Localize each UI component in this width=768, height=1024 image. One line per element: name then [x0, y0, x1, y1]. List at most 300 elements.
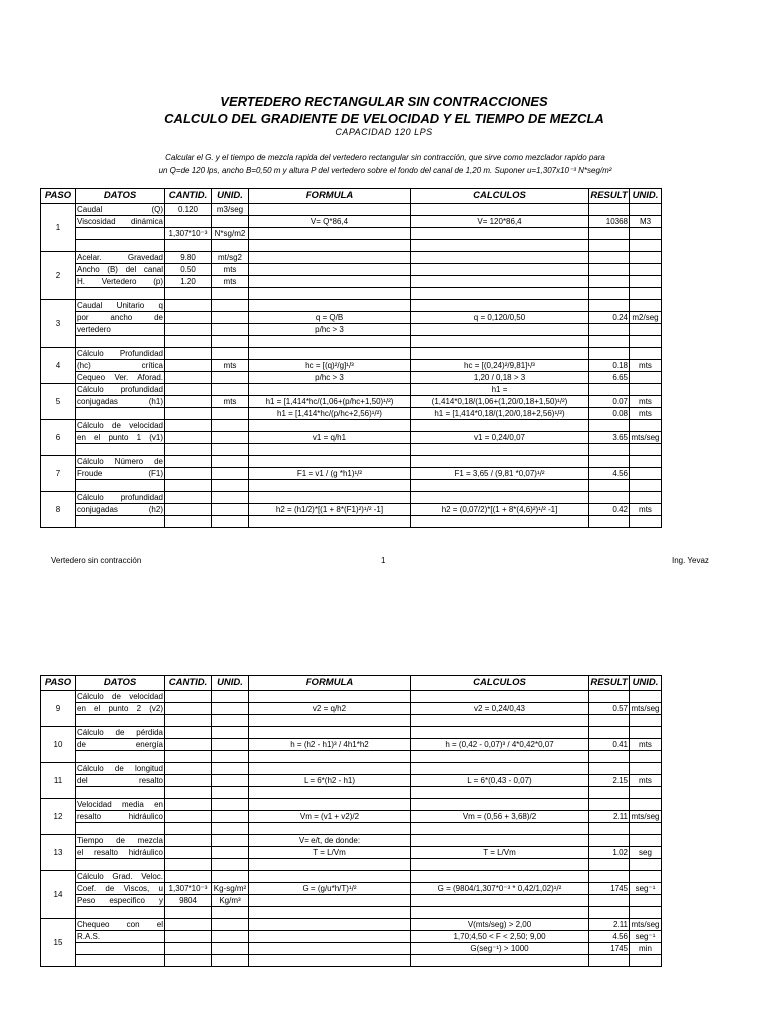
column-header: CALCULOS: [411, 189, 589, 204]
column-header: DATOS: [76, 189, 165, 204]
table-cell: del resalto: [77, 776, 163, 785]
table-cell: [165, 456, 212, 468]
table-cell: [212, 763, 249, 775]
table-cell: [630, 240, 662, 252]
step-number: 5: [41, 384, 76, 420]
table-cell: [165, 931, 212, 943]
table-cell: en el punto 2 (v2): [77, 704, 163, 713]
table-cell: [165, 468, 212, 480]
table-cell: [76, 955, 165, 967]
table-cell: 0.120: [165, 204, 212, 216]
table-row: [41, 444, 662, 456]
table-cell: mts: [630, 504, 662, 516]
table-cell: [165, 703, 212, 715]
table-cell: el resalto hidráulico: [77, 848, 163, 857]
table-cell: 0.50: [165, 264, 212, 276]
table-cell: [411, 420, 589, 432]
table-cell: [212, 408, 249, 420]
table-row: [41, 763, 662, 775]
table-row: [41, 907, 662, 919]
step-number: 11: [41, 763, 76, 799]
table-cell: [411, 715, 589, 727]
table-cell: [212, 691, 249, 703]
table-row: [41, 384, 662, 396]
table-row: [41, 516, 662, 528]
table-cell: [76, 823, 165, 835]
column-header: UNID.: [630, 189, 662, 204]
table-cell: [589, 384, 630, 396]
table-cell: [589, 492, 630, 504]
table-cell: seg⁻¹: [630, 883, 662, 895]
table-row: [41, 835, 662, 847]
step-number: 10: [41, 727, 76, 763]
table-cell: h2 = (0,07/2)*[(1 + 8*(4,6)²)¹/² -1]: [411, 504, 589, 516]
table-cell: mts: [212, 360, 249, 372]
table-cell: [630, 324, 662, 336]
table-row: [41, 228, 662, 240]
table-cell: [212, 931, 249, 943]
table-cell: [630, 300, 662, 312]
table-cell: [212, 703, 249, 715]
table-cell: p/hc > 3: [249, 372, 411, 384]
table-cell: Vm = (v1 + v2)/2: [249, 811, 411, 823]
table-row: [41, 799, 662, 811]
table-cell: [165, 432, 212, 444]
table-cell: [589, 456, 630, 468]
table-cell: [165, 763, 212, 775]
table-cell: [589, 516, 630, 528]
table-cell: 1745: [589, 943, 630, 955]
table-cell: V= e/t, de donde:: [249, 835, 411, 847]
table-cell: [249, 751, 411, 763]
table-cell: [630, 336, 662, 348]
table-cell: 1,307*10⁻³: [165, 228, 212, 240]
table-cell: [411, 228, 589, 240]
table-cell: v1 = 0,24/0,07: [411, 432, 589, 444]
table-row: [41, 847, 662, 859]
table-cell: [411, 456, 589, 468]
table-cell: N*sg/m2: [212, 228, 249, 240]
table-cell: Caudal Unitario q: [77, 301, 163, 310]
table-cell: h1 = [1,414*0,18/(1,20/0,18+2,56)¹/²): [411, 408, 589, 420]
table-cell: [212, 787, 249, 799]
table-cell: [76, 943, 165, 955]
table-cell: [411, 336, 589, 348]
table-cell: (hc) crítica: [77, 361, 163, 370]
column-header: UNID.: [212, 189, 249, 204]
table-cell: 9.80: [165, 252, 212, 264]
table-cell: mts: [212, 396, 249, 408]
table-cell: mts: [212, 264, 249, 276]
table-cell: Cálculo de velocidad: [77, 692, 163, 701]
table-cell: [249, 444, 411, 456]
table-row: [41, 739, 662, 751]
table-cell: 2.11: [589, 811, 630, 823]
column-header: PASO: [41, 676, 76, 691]
table-cell: por ancho de: [77, 313, 163, 322]
column-header: PASO: [41, 189, 76, 204]
table-cell: [630, 516, 662, 528]
table-cell: v2 = 0,24/0,43: [411, 703, 589, 715]
table-cell: 10368: [589, 216, 630, 228]
table-cell: [249, 943, 411, 955]
table-cell: [630, 763, 662, 775]
table-cell: [212, 348, 249, 360]
table-cell: [165, 420, 212, 432]
table-row: [41, 955, 662, 967]
table-cell: Vm = (0,56 + 3,68)/2: [411, 811, 589, 823]
step-number: 1: [41, 204, 76, 252]
table-cell: [411, 444, 589, 456]
table-cell: 0.24: [589, 312, 630, 324]
table-cell: [249, 288, 411, 300]
table-cell: [76, 240, 165, 252]
table-cell: [589, 895, 630, 907]
table-cell: [165, 384, 212, 396]
table-cell: [630, 264, 662, 276]
table-cell: mts: [630, 775, 662, 787]
table-cell: 0.57: [589, 703, 630, 715]
table-cell: [589, 480, 630, 492]
table-cell: 1,307*10⁻³: [165, 883, 212, 895]
table-row: [41, 691, 662, 703]
table-cell: [76, 408, 165, 420]
table-row: [41, 264, 662, 276]
table-cell: H. Vertedero (p): [77, 277, 163, 286]
table-cell: [212, 919, 249, 931]
table-cell: [165, 943, 212, 955]
table-cell: [212, 739, 249, 751]
table-cell: mts: [630, 408, 662, 420]
table-cell: [165, 847, 212, 859]
table-cell: conjugadas (h2): [77, 505, 163, 514]
table-row: [41, 288, 662, 300]
table-cell: [589, 252, 630, 264]
table-cell: [411, 871, 589, 883]
table-cell: [249, 955, 411, 967]
table-cell: [76, 228, 165, 240]
table-cell: [249, 763, 411, 775]
table-cell: Cálculo Profundidad: [77, 349, 163, 358]
table-cell: [76, 787, 165, 799]
table-cell: [411, 799, 589, 811]
table-cell: [212, 775, 249, 787]
table-cell: [411, 288, 589, 300]
table-cell: [165, 504, 212, 516]
table-cell: [165, 739, 212, 751]
table-cell: M3: [630, 216, 662, 228]
table-cell: 1.02: [589, 847, 630, 859]
table-cell: [212, 216, 249, 228]
table-row: [41, 348, 662, 360]
table-cell: [212, 799, 249, 811]
table-cell: 4.56: [589, 468, 630, 480]
table-cell: [589, 751, 630, 763]
table-cell: [249, 787, 411, 799]
table-cell: 3.65: [589, 432, 630, 444]
table-cell: [411, 859, 589, 871]
table-row: [41, 336, 662, 348]
table-cell: Coef. de Viscos, u: [77, 884, 163, 893]
table-cell: [165, 859, 212, 871]
step-number: 4: [41, 348, 76, 384]
table-cell: seg⁻¹: [630, 931, 662, 943]
column-header: RESULT: [589, 676, 630, 691]
table-cell: [76, 715, 165, 727]
step-number: 9: [41, 691, 76, 727]
table-cell: [630, 468, 662, 480]
step-number: 8: [41, 492, 76, 528]
table-cell: [165, 691, 212, 703]
table-cell: [249, 240, 411, 252]
table-cell: 0.07: [589, 396, 630, 408]
table-cell: [165, 871, 212, 883]
table-cell: [165, 751, 212, 763]
table-cell: [411, 835, 589, 847]
page-subtitle: CALCULO DEL GRADIENTE DE VELOCIDAD Y EL TIEMPO DE MEZCLA: [164, 111, 604, 126]
table-cell: [630, 492, 662, 504]
table-cell: [165, 396, 212, 408]
table-cell: 1745: [589, 883, 630, 895]
table-cell: [589, 240, 630, 252]
table-cell: 0.41: [589, 739, 630, 751]
table-cell: [411, 787, 589, 799]
table-row: [41, 943, 662, 955]
table-cell: (1,414*0,18/(1,06+(1,20/0,18+1,50)¹/²): [411, 396, 589, 408]
table-cell: [589, 955, 630, 967]
table-row: [41, 216, 662, 228]
table-cell: [411, 907, 589, 919]
column-header: UNID.: [630, 676, 662, 691]
table-cell: h1 = [1,414*hc/(p/hc+2,56)¹/²): [249, 408, 411, 420]
table-cell: [212, 715, 249, 727]
footer-left: Vertedero sin contracción: [51, 556, 142, 565]
table-cell: [212, 751, 249, 763]
table-cell: v2 = q/h2: [249, 703, 411, 715]
table-cell: [249, 823, 411, 835]
table-cell: [249, 727, 411, 739]
table-cell: h = (0,42 - 0,07)³ / 4*0,42*0,07: [411, 739, 589, 751]
table-cell: [165, 444, 212, 456]
table-cell: 2.15: [589, 775, 630, 787]
table-cell: seg: [630, 847, 662, 859]
table-cell: [249, 516, 411, 528]
table-cell: [630, 895, 662, 907]
table-cell: [212, 372, 249, 384]
table-cell: [630, 823, 662, 835]
table-cell: Cálculo de velocidad: [77, 421, 163, 430]
table-cell: V(mts/seg) > 2,00: [411, 919, 589, 931]
table-cell: resalto hidráulico: [77, 812, 163, 821]
table-cell: [165, 919, 212, 931]
table-cell: [212, 727, 249, 739]
table-cell: [165, 799, 212, 811]
table-cell: T = L/Vm: [411, 847, 589, 859]
step-number: 14: [41, 871, 76, 919]
table-cell: [249, 871, 411, 883]
table-cell: [589, 799, 630, 811]
table-cell: [589, 288, 630, 300]
table-cell: [630, 228, 662, 240]
table-cell: [249, 348, 411, 360]
table-cell: Cálculo Grad. Veloc.: [77, 872, 163, 881]
table-cell: p/hc > 3: [249, 324, 411, 336]
table-cell: conjugadas (h1): [77, 397, 163, 406]
column-header: DATOS: [76, 676, 165, 691]
table-cell: h1 = [1,414*hc/(1,06+(p/hc+1,50)¹/²): [249, 396, 411, 408]
footer-right: Ing. Yevaz: [672, 556, 709, 565]
column-header: CANTID.: [165, 189, 212, 204]
table-cell: Cálculo profundidad: [77, 385, 163, 394]
table-cell: [212, 420, 249, 432]
table-cell: 1.20: [165, 276, 212, 288]
table-row: [41, 324, 662, 336]
table-cell: [630, 480, 662, 492]
table-cell: 0.18: [589, 360, 630, 372]
table-cell: [165, 480, 212, 492]
table-cell: [630, 372, 662, 384]
table-cell: [165, 516, 212, 528]
table-cell: [589, 264, 630, 276]
table-cell: G = (g/u*h/T)¹/²: [249, 883, 411, 895]
table-cell: [630, 444, 662, 456]
table-cell: [411, 751, 589, 763]
table-cell: [411, 691, 589, 703]
table-cell: [589, 871, 630, 883]
table-row: [41, 240, 662, 252]
table-row: [41, 919, 662, 931]
table-cell: Caudal (Q): [77, 205, 163, 214]
column-header: FORMULA: [249, 189, 411, 204]
table-cell: [212, 444, 249, 456]
table-cell: mts: [630, 396, 662, 408]
table-row: [41, 859, 662, 871]
problem-statement-line-2: un Q=de 120 lps, ancho B=0,50 m y altura P del vertedero sobre el fondo del canal de 1,20 m. Suponer u=1,307x10⁻³ N*seg/m²: [158, 166, 612, 175]
table-cell: de energía: [77, 740, 163, 749]
table-cell: Tiempo de mezcla: [77, 836, 163, 845]
step-number: 6: [41, 420, 76, 456]
table-row: [41, 751, 662, 763]
table-cell: [212, 432, 249, 444]
table-cell: [249, 456, 411, 468]
table-cell: F1 = 3,65 / (9,81 *0,07)¹/²: [411, 468, 589, 480]
table-cell: [249, 252, 411, 264]
table-row: [41, 372, 662, 384]
table-cell: [165, 823, 212, 835]
table-cell: [249, 264, 411, 276]
table-cell: min: [630, 943, 662, 955]
page-title: VERTEDERO RECTANGULAR SIN CONTRACCIONES: [220, 94, 548, 109]
table-cell: [212, 955, 249, 967]
table-cell: [76, 859, 165, 871]
table-cell: [630, 751, 662, 763]
table-cell: [165, 727, 212, 739]
footer-page-number: 1: [381, 556, 386, 565]
table-cell: [165, 300, 212, 312]
table-cell: [165, 907, 212, 919]
table-cell: [76, 480, 165, 492]
table-cell: [76, 516, 165, 528]
table-cell: [589, 859, 630, 871]
table-cell: mts: [630, 739, 662, 751]
table-cell: 1,20 / 0,18 > 3: [411, 372, 589, 384]
table-cell: [589, 835, 630, 847]
table-row: [41, 312, 662, 324]
table-cell: V= 120*86,4: [411, 216, 589, 228]
table-cell: [212, 835, 249, 847]
table-cell: Ancho (B) del canal: [77, 265, 163, 274]
table-cell: [630, 204, 662, 216]
table-cell: [212, 468, 249, 480]
table-row: [41, 823, 662, 835]
table-cell: [165, 492, 212, 504]
table-row: [41, 408, 662, 420]
table-cell: [589, 228, 630, 240]
table-cell: [249, 691, 411, 703]
table-cell: L = 6*(h2 - h1): [249, 775, 411, 787]
table-cell: Cálculo de longitud: [77, 764, 163, 773]
table-cell: [630, 871, 662, 883]
table-row: [41, 420, 662, 432]
table-cell: [630, 859, 662, 871]
table-row: [41, 204, 662, 216]
table-row: [41, 504, 662, 516]
table-cell: [76, 907, 165, 919]
step-number: 3: [41, 300, 76, 348]
table-cell: [165, 216, 212, 228]
table-row: [41, 252, 662, 264]
step-number: 2: [41, 252, 76, 300]
table-cell: T = L/Vm: [249, 847, 411, 859]
table-cell: [165, 715, 212, 727]
table-cell: [630, 252, 662, 264]
column-header: RESULT: [589, 189, 630, 204]
table-cell: [411, 240, 589, 252]
table-cell: [411, 348, 589, 360]
step-number: 12: [41, 799, 76, 835]
table-cell: [411, 264, 589, 276]
table-cell: [589, 907, 630, 919]
table-cell: [411, 204, 589, 216]
table-cell: [589, 444, 630, 456]
table-cell: [165, 336, 212, 348]
table-cell: [212, 300, 249, 312]
table-cell: F1 = v1 / (g *h1)¹/²: [249, 468, 411, 480]
table-row: [41, 775, 662, 787]
table-row: [41, 883, 662, 895]
table-cell: hc = [(q)²/g]¹/³: [249, 360, 411, 372]
table-cell: [249, 420, 411, 432]
step-number: 13: [41, 835, 76, 871]
table-cell: [630, 348, 662, 360]
table-cell: [249, 907, 411, 919]
table-cell: mt/sg2: [212, 252, 249, 264]
table-cell: [249, 859, 411, 871]
table-cell: [212, 312, 249, 324]
table-row: [41, 727, 662, 739]
table-row: [41, 703, 662, 715]
table-cell: [589, 715, 630, 727]
table-cell: [165, 324, 212, 336]
table-cell: Chequeo con el: [77, 920, 163, 929]
table-cell: [411, 955, 589, 967]
table-cell: [165, 408, 212, 420]
table-cell: [630, 384, 662, 396]
problem-statement-line-1: Calcular el G. y el tiempo de mezcla rapida del vertedero rectangular sin contracción, que sirve como mezclador rapido para: [165, 153, 605, 162]
table-cell: m2/seg: [630, 312, 662, 324]
table-cell: 2.11: [589, 919, 630, 931]
table-row: [41, 787, 662, 799]
